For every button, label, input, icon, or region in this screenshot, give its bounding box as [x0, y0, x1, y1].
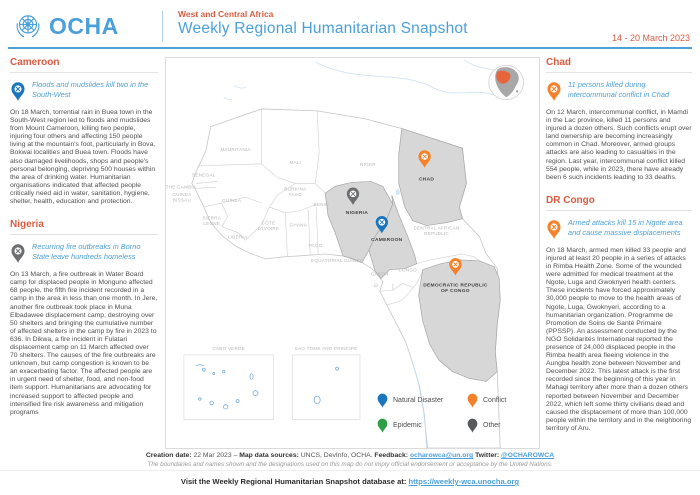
map-label: SIERRA LEONE — [202, 215, 222, 227]
visit-url-link[interactable]: https://weekly-wca.unocha.org — [408, 477, 520, 486]
map-label: NIGERIA — [345, 210, 369, 216]
lake-chad — [396, 189, 400, 195]
legend-item — [377, 392, 463, 409]
legend-label: Epidemic — [393, 422, 422, 429]
legend-pin-icon — [467, 417, 478, 434]
section-body: On 13 March, a fire outbreak in Water Board camp for displaced people in Monguno affected 68 people, the fifth fire incident recorded in a camp in the area in less than one month. In Jere, another fire outbreak took place in Muna Elbadawee displacement camp, destroying over 50 shelters and bringing the cumulative number of affected shelters in the camp by fire in 2023 to 636. In Dikwa, a fire incident in Fulatari displacement camp on 11 March affected over 70 shelters. The causes of the fire outbreaks are unknown, but camp congestion is known to be an exacerbating factor. The affected people are in urgent need of shelter, food, and non-food item support. Humanitarians are advocating for increased support to affected people and intensified fire risk awareness and mitigation programs — [10, 271, 158, 416]
legend-label: Conflict — [483, 397, 507, 404]
map-disclaimer: The boundaries and names shown and the designations used on this map do not imply official endorsement or acceptance by the United Nations. — [147, 461, 553, 468]
visit-label: Visit the Weekly Regional Humanitarian Snapshot database at: — [180, 477, 407, 486]
section-dr-congo — [546, 195, 692, 433]
left-column — [10, 57, 158, 430]
section-cameroon — [10, 57, 158, 206]
map-label: MAURITANIA — [220, 147, 251, 153]
conflict-pin-icon — [546, 219, 562, 240]
africa-globe-inset — [489, 65, 524, 99]
footer-meta — [0, 452, 700, 459]
section-body: On 12 March, intercommunal conflict, in Mamdi in the Lac province, killed 11 persons and injured a dozen others. Such conflicts erupt over land ownership are becoming increasingly common in Chad. Moreover, armed groups attacks are also leading to casualties in the region. Last year, intercommunal conflict killed 554 people, while in 2023, there have already been 6 such incidents leading to 33 deaths. — [546, 109, 692, 181]
map-label: GABON — [370, 271, 389, 277]
map-label: CABO VERDE — [212, 346, 245, 352]
map-label: NIGER — [360, 161, 376, 167]
map-label: GHANA — [289, 222, 308, 228]
legend-item — [377, 417, 463, 434]
region-map — [166, 58, 539, 448]
section-headline: 11 persons killed during intercommunal conflict in Chad — [568, 80, 670, 99]
map-sources-label: Map data sources: — [239, 452, 299, 459]
date-range: 14 - 20 March 2023 — [611, 33, 690, 43]
ocha-wordmark: OCHA — [49, 12, 119, 39]
header-rule — [8, 47, 692, 49]
section-headline: Floods and mudslides kill two in the South-West — [32, 80, 149, 99]
map-label: CONGO — [398, 267, 417, 273]
section-title: Nigeria — [10, 219, 158, 235]
map-label: CHAD — [418, 177, 435, 183]
section-title: DR Congo — [546, 195, 692, 211]
feedback-email-link[interactable]: ocharowca@un.org — [409, 452, 474, 459]
section-headline: Armed attacks kill 15 in Ngote area and cause massive displacements — [568, 217, 683, 237]
section-title: Chad — [546, 57, 692, 73]
conflict-pin-icon — [546, 81, 562, 102]
map-label: GUINEA BISSAU — [172, 192, 192, 203]
cabo-verde-inset — [184, 355, 274, 420]
twitter-label: Twitter: — [475, 452, 500, 459]
feedback-label: Feedback: — [374, 452, 409, 459]
map-label: MALI — [289, 159, 302, 165]
bioko-island — [374, 284, 377, 287]
section-headline: Recurring fire outbreaks in Borno State leave hundreds homeless — [32, 242, 141, 261]
section-title: Cameroon — [10, 57, 158, 73]
un-emblem-icon — [12, 9, 44, 43]
header — [12, 6, 690, 46]
map-label: BENIN — [313, 201, 329, 207]
map-label: GUINEA — [222, 198, 242, 204]
map-label: EQUATORIAL GUINEA — [311, 257, 364, 263]
map-label: SENEGAL — [192, 172, 216, 178]
legend-label: Other — [483, 422, 501, 429]
map-legend — [377, 392, 525, 434]
map-label: DEMOCRATIC REPUBLIC OF CONGO — [423, 283, 488, 294]
map-sources-value: UNCS, DevInfo, OCHA. — [300, 452, 373, 459]
header-divider — [162, 11, 163, 42]
page-title: Weekly Regional Humanitarian Snapshot — [178, 20, 468, 37]
other-hazard-pin-icon — [10, 243, 26, 264]
map-label: LIBERIA — [227, 234, 248, 240]
map-label: SAO TOME AND PRINCIPE — [294, 346, 358, 352]
legend-item — [467, 392, 525, 409]
legend-label: Natural Disaster — [393, 397, 444, 404]
map-label: CENTRAL AFRICAN REPUBLIC — [413, 225, 460, 236]
legend-pin-icon — [467, 392, 478, 409]
map-label: THE GAMBIA — [166, 184, 197, 190]
map-label: CAMEROON — [371, 238, 403, 244]
sao-tome-inset — [292, 355, 360, 420]
legend-pin-icon — [377, 392, 388, 409]
map-panel — [165, 57, 540, 449]
creation-date-label: Creation date: — [145, 452, 192, 459]
visit-bar — [0, 470, 700, 486]
right-column — [546, 57, 692, 446]
map-label: CÔTE D'IVOIRE — [257, 220, 280, 232]
section-chad — [546, 57, 692, 182]
section-nigeria — [10, 219, 158, 417]
map-water-lines — [224, 60, 524, 99]
region-label: West and Central Africa — [178, 9, 274, 19]
legend-pin-icon — [377, 417, 388, 434]
legend-item — [467, 417, 525, 434]
section-body: On 18 March, torrential rain in Buea town in the South-West region led to floods and mudslides from Mount Cameroon, killing two people, injuring four others and affecting 150 people living at the mountain's foot, particularly in Bova, Bokwai localities and Buea town. Floods have also damaged livelihoods, shops and people's personal belonging, depriving 500 houses within the area of drinking water. Humanitarian organisations indicated that affected people critically need aid in water, sanitation, hygiene, shelter, health, education and protection. — [10, 109, 156, 206]
creation-date-value: 22 Mar 2023 – — [193, 452, 238, 459]
map-label: BURKINA FASO — [284, 186, 307, 197]
map-label: TOGO — [308, 243, 323, 249]
ocha-logo — [12, 9, 119, 43]
natural-disaster-pin-icon — [10, 81, 26, 102]
section-body: On 18 March, armed men killed 33 people and injured at least 20 people in a series of attacks in Rimba Health Zone. Some of the wounded were admitted for medical treatment at the Ngote, Luga and Gwoknyeri health centers. These incidents have forced approximately 30,000 people to move to the health areas of Ngote, Luga, Gwoknyeri, according to a humanitarian organization, Programme de Promotion de Soins de Santé Primaire (PPSSP). An assessment conducted by the NGO Solidarités International reported the presence of 24,000 displaced people in the Rimba health area fleeing violence in the Aungba health zone between November and December 2022. This latest attack is the first recorded since the beginning of this year in Mahagi territory after more than a dozen others reported between November and December 2022, which left some thirty civilians dead and caused the displacement of more than 100,000 people within the territory and in the neighboring territory of Aru. — [546, 246, 692, 432]
twitter-handle-link[interactable]: @OCHAROWCA — [501, 452, 555, 459]
